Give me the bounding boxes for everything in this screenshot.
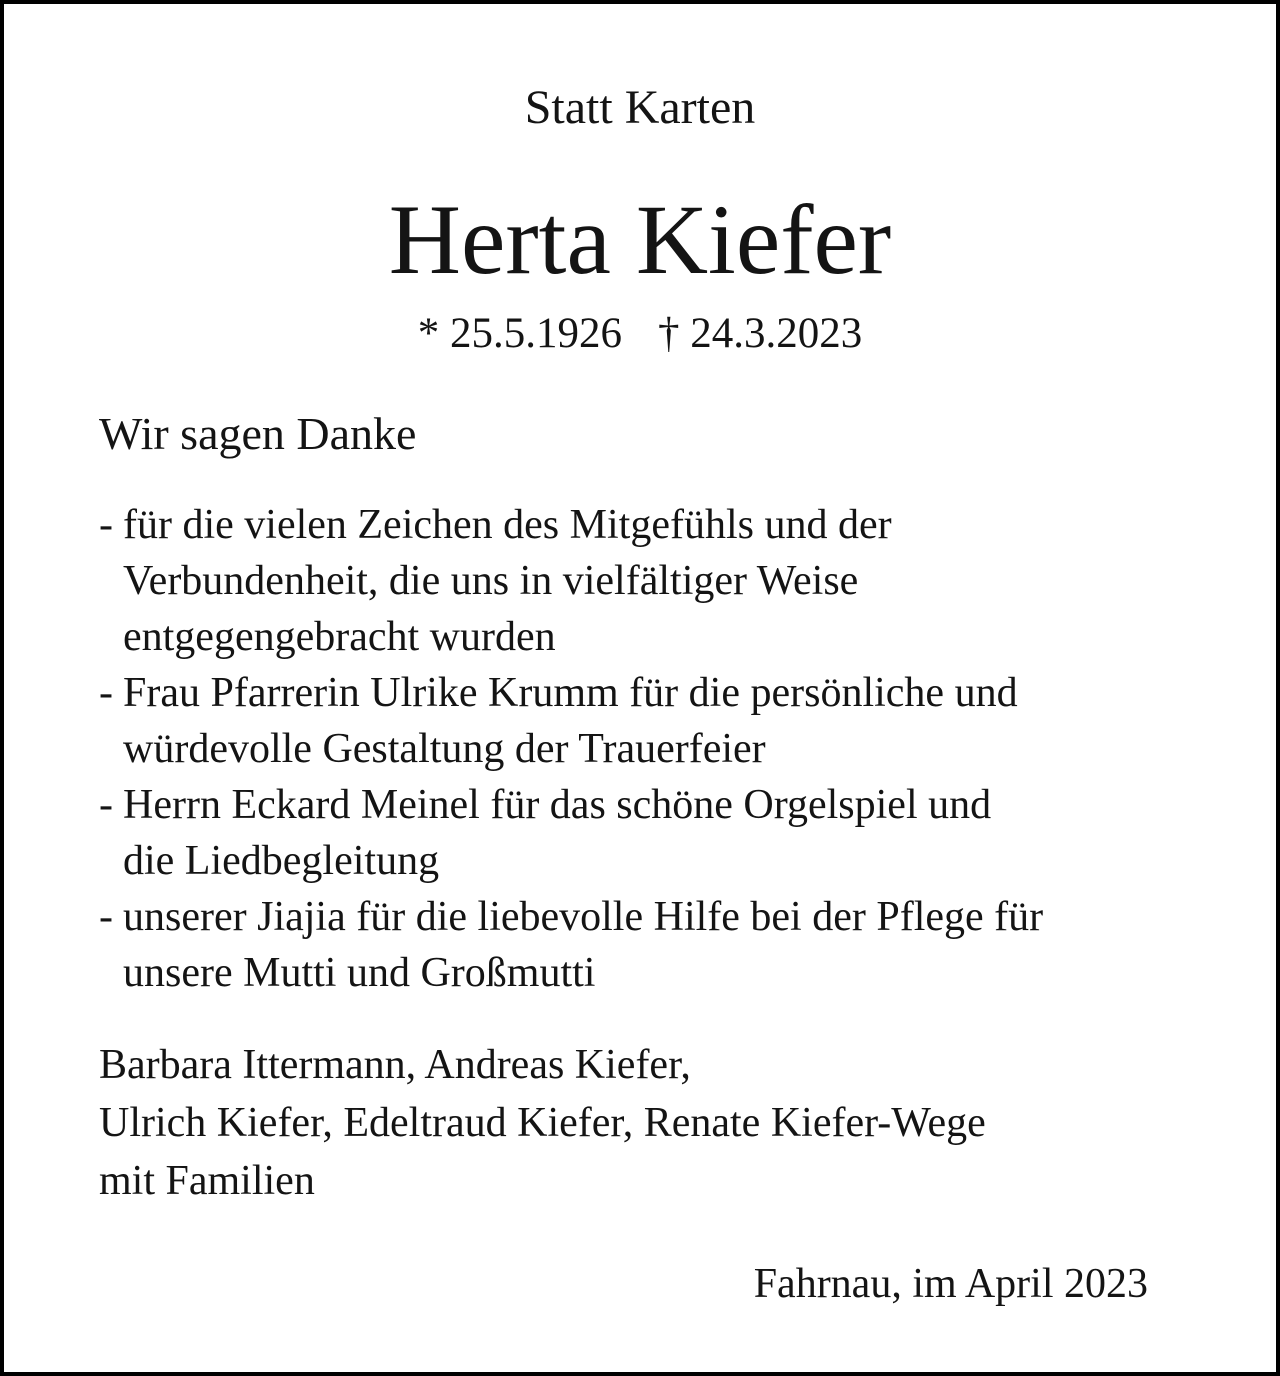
list-dash: - [99, 502, 113, 548]
list-dash: - [99, 782, 113, 828]
thanks-item [99, 497, 1219, 665]
thanks-item [99, 777, 1219, 889]
thanks-line: Verbundenheit, die uns in vielfältiger Weise [123, 558, 859, 604]
thanks-item [99, 889, 1219, 1001]
thanks-line: unsere Mutti und Großmutti [123, 950, 596, 996]
thanks-item [99, 665, 1219, 777]
thanks-line: die Liedbegleitung [123, 838, 440, 884]
life-dates [4, 308, 1276, 360]
thanks-line: Frau Pfarrerin Ulrike Krumm für die persönliche und [123, 670, 1018, 716]
thanks-list [99, 497, 1219, 1001]
death-date: † 24.3.2023 [658, 310, 863, 357]
birth-date: * 25.5.1926 [417, 310, 622, 357]
signer-line: Barbara Ittermann, Andreas Kiefer, [99, 1042, 691, 1088]
signer-line: Ulrich Kiefer, Edeltraud Kiefer, Renate Kiefer-Wege [99, 1100, 986, 1146]
place-and-date: Fahrnau, im April 2023 [753, 1261, 1148, 1307]
signer-line: mit Familien [99, 1158, 315, 1204]
deceased-name: Herta Kiefer [388, 184, 892, 295]
list-dash: - [99, 894, 113, 940]
thanks-line: würdevolle Gestaltung der Trauerfeier [123, 726, 766, 772]
thanks-line: für die vielen Zeichen des Mitgefühls und der [123, 502, 892, 548]
notice-kicker: Statt Karten [524, 81, 756, 134]
thanks-line: entgegengebracht wurden [123, 614, 556, 660]
signers-block [99, 1036, 986, 1210]
thanks-line: unserer Jiajia für die liebevolle Hilfe bei der Pflege für [123, 894, 1044, 940]
thanks-line: Herrn Eckard Meinel für das schöne Orgelspiel und [123, 782, 992, 828]
thanks-heading: Wir sagen Danke [99, 408, 417, 459]
list-dash: - [99, 670, 113, 716]
